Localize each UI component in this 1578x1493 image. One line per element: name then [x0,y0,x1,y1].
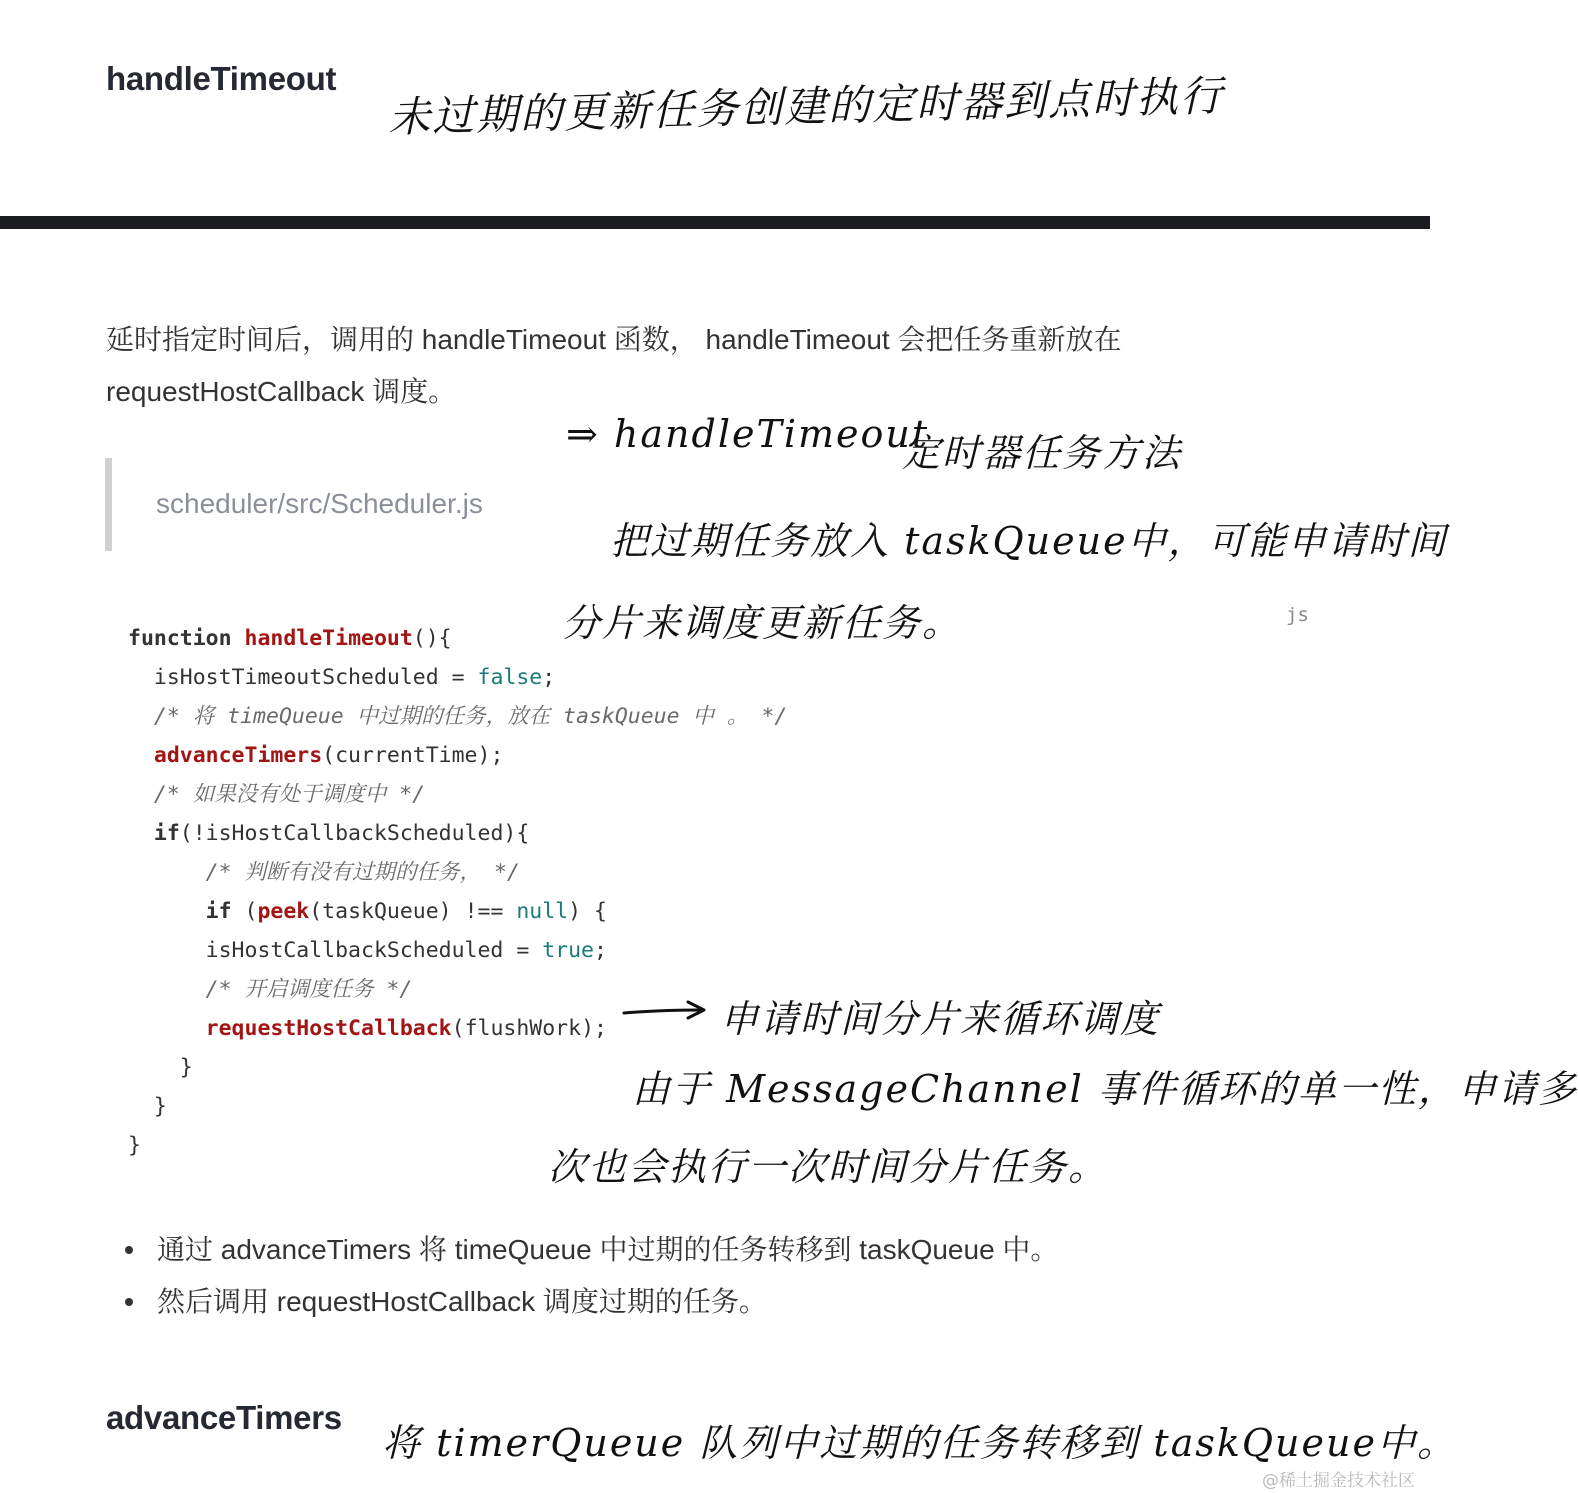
code-comment: /* 开启调度任务 */ [128,977,413,1002]
handwritten-request-note: 申请时间分片来循环调度 [720,997,1161,1041]
code-line-13: } [128,1094,167,1119]
code-keyword: function [128,626,232,651]
handwritten-note-timer: 未过期的更新任务创建的定时器到点时执行 [387,71,1225,142]
code-comment: /* 将 timeQueue 中过期的任务，放在 taskQueue 中 。 */ [128,704,788,729]
code-line-1: function handleTimeout(){ [128,626,452,651]
code-line-4: advanceTimers(currentTime); [153,743,504,768]
code-line-2: isHostTimeoutScheduled = false; [128,665,556,690]
intro-line-2: requestHostCallback 调度。 [106,376,457,407]
handwritten-desc-line-1: 把过期任务放入 taskQueue中，可能申请时间 [610,519,1448,563]
intro-line-1: 延时指定时间后，调用的 handleTimeout 函数， handleTimeout 会把任务重新放在 [106,324,1122,355]
code-function-name: handleTimeout [244,626,413,651]
handwritten-arrow-handletimeout: ⇒ handleTimeout [566,412,930,456]
handwritten-messagechannel-line-2: 次也会执行一次时间分片任务。 [548,1145,1109,1189]
handwritten-desc-line-2: 分片来调度更新任务。 [562,601,963,645]
source-file-path: scheduler/src/Scheduler.js [156,488,483,519]
code-line-12: } [128,1055,193,1080]
handwritten-note-advancetimers: 将 timerQueue 队列中过期的任务转移到 taskQueue中。 [382,1421,1457,1465]
section-divider [0,216,1430,229]
code-line-14: } [128,1133,141,1158]
code-language-label: js [1286,604,1309,626]
section-title-advancetimers: advanceTimers [106,1399,342,1436]
handwritten-timer-method: 定时器任务方法 [902,431,1183,475]
intro-paragraph [106,314,1256,418]
handwritten-arrow-icon [620,998,710,1024]
code-line-9: isHostCallbackScheduled = true; [128,938,607,963]
code-comment: /* 判断有没有过期的任务， */ [128,860,520,885]
code-line-6: if(!isHostCallbackScheduled){ [153,821,530,846]
code-line-11: requestHostCallback(flushWork); [205,1016,607,1041]
section-title-handletimeout: handleTimeout [106,60,337,97]
blockquote-bar [105,458,112,551]
watermark: @稀土掘金技术社区 [1262,1471,1415,1491]
list-item: 然后调用 requestHostCallback 调度过期的任务。 [105,1276,1305,1328]
code-comment: /* 如果没有处于调度中 */ [128,782,426,807]
summary-list [105,1224,1305,1328]
code-line-8: if (peek(taskQueue) !== null) { [205,899,607,924]
list-item: 通过 advanceTimers 将 timeQueue 中过期的任务转移到 taskQueue 中。 [105,1224,1305,1276]
handwritten-messagechannel-line-1: 由于 MessageChannel 事件循环的单一性，申请多 [632,1067,1578,1111]
